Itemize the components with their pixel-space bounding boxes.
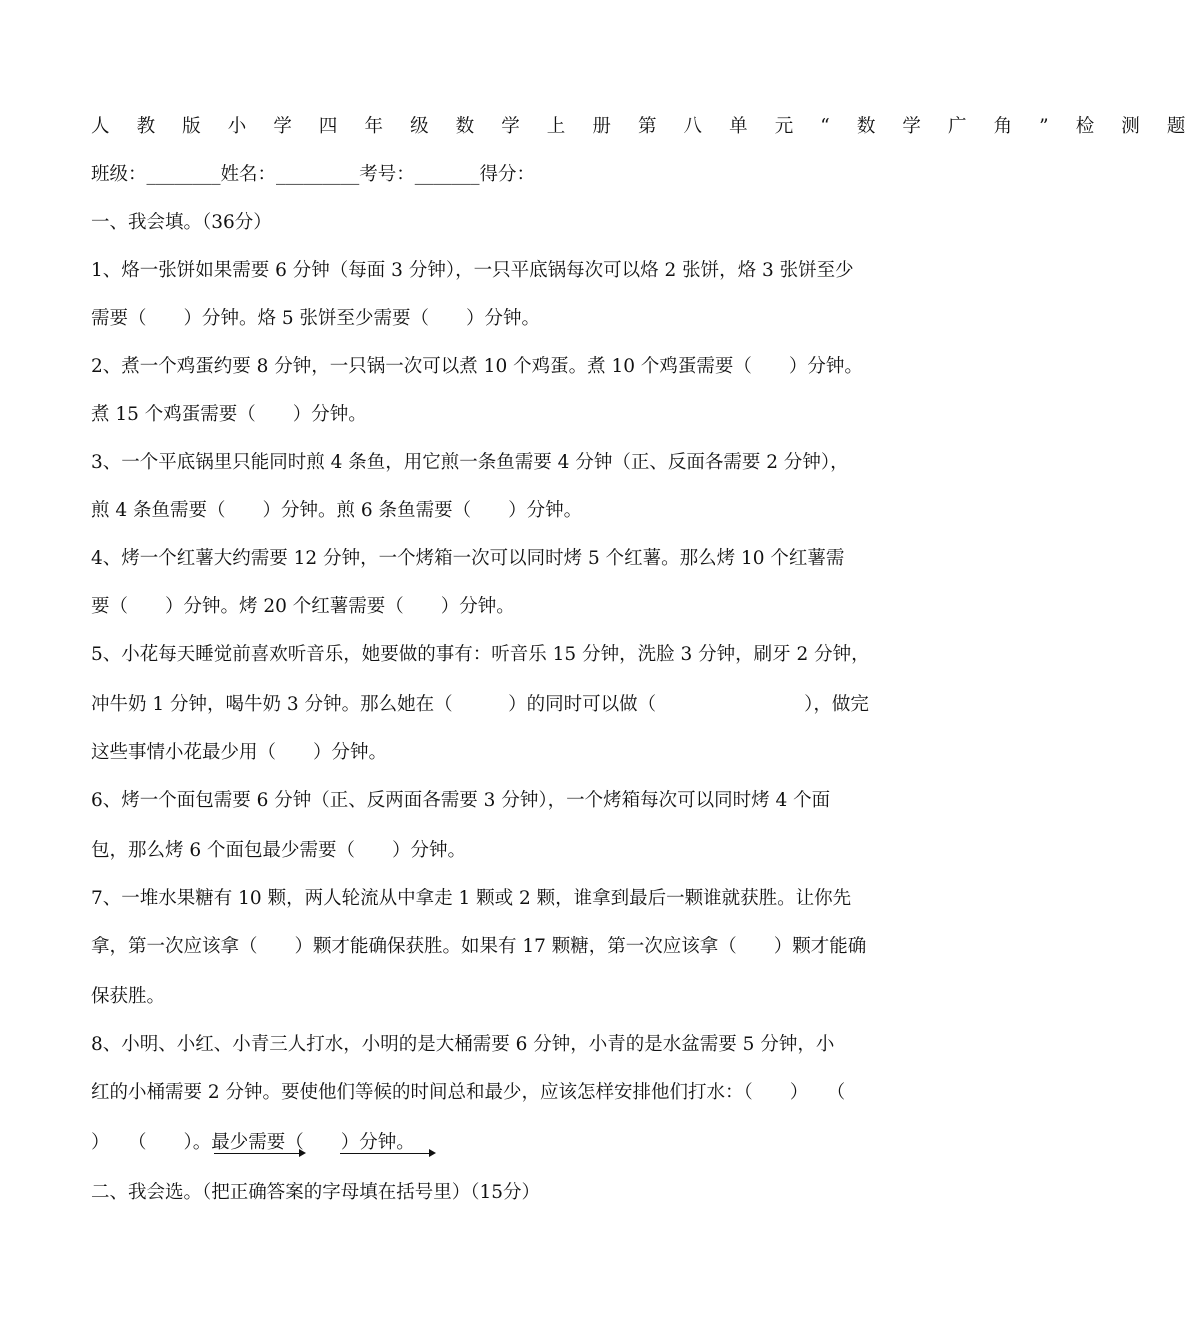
question-5-line-2: 冲牛奶 1 分钟，喝牛奶 3 分钟。那么她在（ ）的同时可以做（ ），做完 (91, 694, 869, 715)
question-7-line-1: 7、一堆水果糖有 10 颗，两人轮流从中拿走 1 颗或 2 颗，谁拿到最后一颗谁就获胜。让你先 (91, 888, 852, 909)
info-line: 班级：________姓名：_________考号：_______得分： (91, 164, 536, 185)
question-8-line-2: 红的小桶需要 2 分钟。要使他们等候的时间总和最少，应该怎样安排他们打水：（ ） （ (91, 1082, 846, 1103)
question-2-line-1: 2、煮一个鸡蛋约要 8 分钟，一只锅一次可以煮 10 个鸡蛋。煮 10 个鸡蛋需要（ ）分钟。 (91, 356, 863, 377)
question-6-line-2: 包，那么烤 6 个面包最少需要（ ）分钟。 (91, 840, 467, 861)
question-7-line-3: 保获胜。 (91, 986, 166, 1007)
question-8-line-3: ） （ ）。最少需要（ ）分钟。 (91, 1132, 415, 1153)
arrow-line-1 (214, 1153, 304, 1154)
question-2-line-2: 煮 15 个鸡蛋需要（ ）分钟。 (91, 404, 367, 425)
question-5-line-3: 这些事情小花最少用（ ）分钟。 (91, 742, 388, 763)
section2-heading: 二、我会选。（把正确答案的字母填在括号里）（15分） (91, 1182, 541, 1203)
question-5-line-1: 5、小花每天睡觉前喜欢听音乐，她要做的事有：听音乐 15 分钟，洗脸 3 分钟，刷牙 2 分钟， (91, 644, 870, 665)
question-7-line-2: 拿，第一次应该拿（ ）颗才能确保获胜。如果有 17 颗糖，第一次应该拿（ ）颗才能确 (91, 936, 867, 957)
question-6-line-1: 6、烤一个面包需要 6 分钟（正、反两面各需要 3 分钟），一个烤箱每次可以同时烤 4 个面 (91, 790, 831, 811)
question-3-line-1: 3、一个平底锅里只能同时煎 4 条鱼，用它煎一条鱼需要 4 分钟（正、反面各需要 2 分钟）， (91, 452, 849, 473)
question-4-line-2: 要（ ）分钟。烤 20 个红薯需要（ ）分钟。 (91, 596, 515, 617)
arrow-line-2 (340, 1153, 434, 1154)
page-title: 人 教 版 小 学 四 年 级 数 学 上 册 第 八 单 元 “ 数 学 广 角 ” 检 测 题 (91, 116, 1196, 137)
question-1-line-1: 1、烙一张饼如果需要 6 分钟（每面 3 分钟），一只平底锅每次可以烙 2 张饼，烙 3 张饼至少 (91, 260, 854, 281)
section1-heading: 一、我会填。（36分） (91, 212, 272, 233)
question-8-line-1: 8、小明、小红、小青三人打水，小明的是大桶需要 6 分钟，小青的是水盆需要 5 分钟，小 (91, 1034, 835, 1055)
question-4-line-1: 4、烤一个红薯大约需要 12 分钟，一个烤箱一次可以同时烤 5 个红薯。那么烤 10 个红薯需 (91, 548, 845, 569)
question-1-line-2: 需要（ ）分钟。烙 5 张饼至少需要（ ）分钟。 (91, 308, 541, 329)
question-3-line-2: 煎 4 条鱼需要（ ）分钟。煎 6 条鱼需要（ ）分钟。 (91, 500, 583, 521)
